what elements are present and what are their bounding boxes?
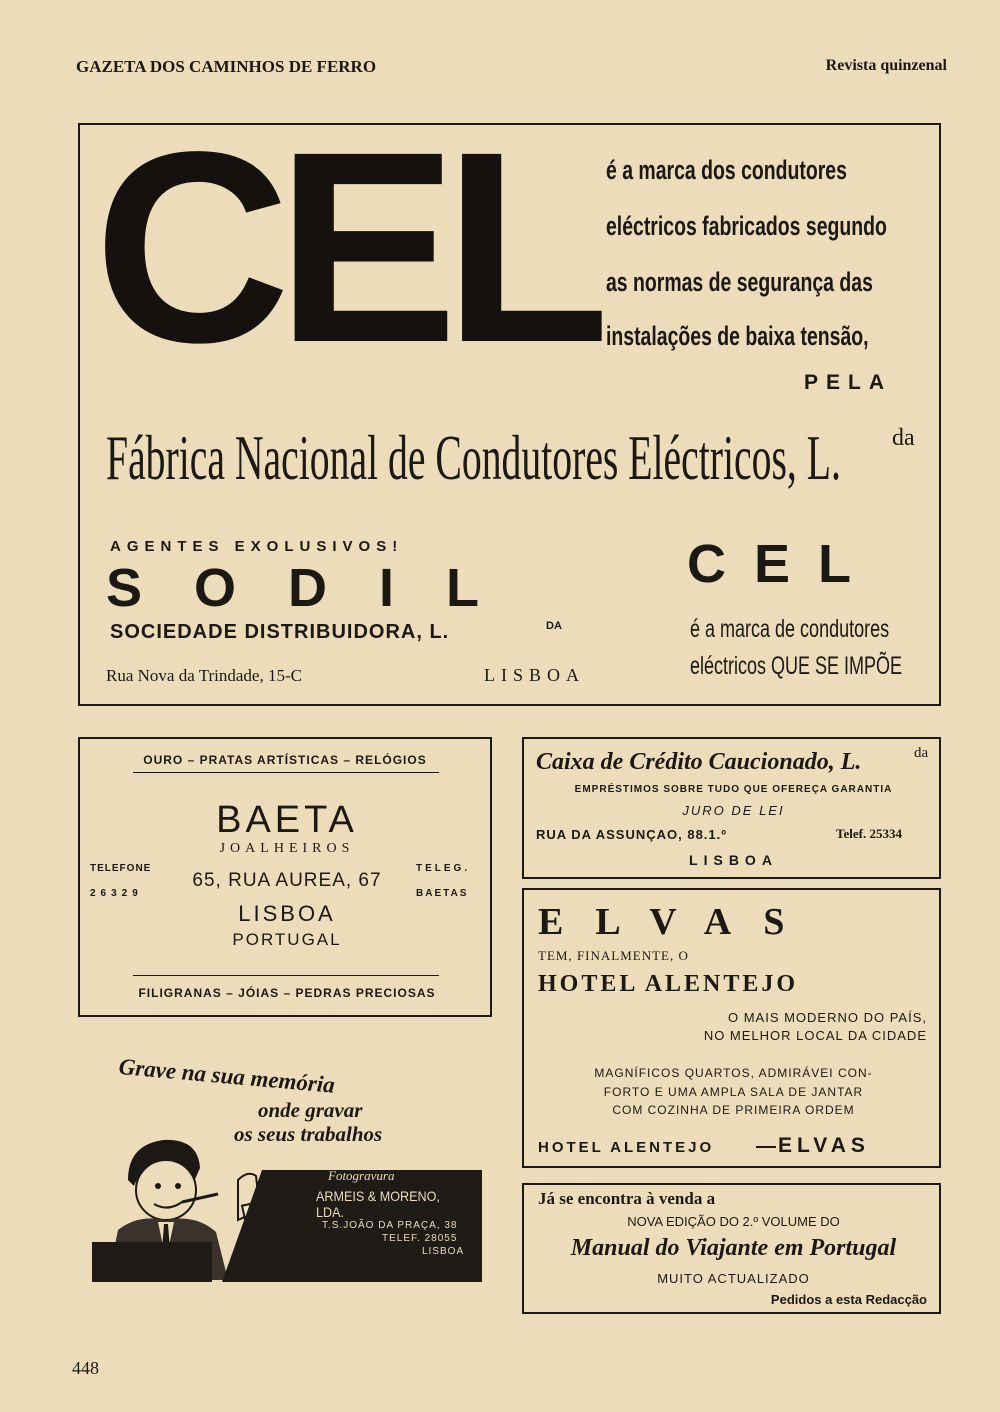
manual-title: Manual do Viajante em Portugal — [570, 1235, 897, 1261]
baeta-bottom-line: FILIGRANAS – JÓIAS – PEDRAS PRECIOSAS — [138, 986, 436, 1000]
journal-subtitle: Revista quinzenal — [825, 57, 947, 74]
caixa-loans-line: EMPRÉSTIMOS SOBRE TUDO QUE OFEREÇA GARANTIA — [574, 784, 893, 795]
sodil-suffix: DA — [546, 620, 562, 632]
baeta-subtitle: JOALHEIROS — [219, 841, 355, 856]
baeta-phone-label: TELEFONE — [90, 863, 152, 874]
baeta-teleg-label: TELEG. — [416, 863, 471, 874]
elvas-advertisement — [522, 888, 941, 1168]
manual-line-3: MUITO ACTUALIZADO — [657, 1271, 810, 1286]
baeta-phone-number: 26329 — [90, 888, 143, 899]
armeis-address: T.S.JOÃO DA PRAÇA, 38 — [322, 1220, 458, 1231]
sodil-full-name: SOCIEDADE DISTRIBUIDORA, L. — [110, 621, 450, 643]
cel-pela: PELA — [804, 371, 893, 394]
elvas-feature-1: MAGNÍFICOS QUARTOS, ADMIRÁVEI CON- — [594, 1066, 873, 1080]
baeta-top-rule — [133, 772, 439, 773]
armeis-name: ARMEIS & MORENO, LDA. — [316, 1188, 440, 1220]
cel-secondary-logo: CEL — [687, 534, 879, 594]
caixa-title: Caixa de Crédito Caucionado, L. — [536, 749, 862, 775]
caixa-advertisement — [522, 737, 941, 879]
baeta-bottom-rule — [133, 975, 439, 976]
elvas-footer-city: ELVAS — [778, 1134, 870, 1157]
cel-text-line-1: é a marca dos condutores — [606, 155, 847, 185]
caixa-city: LISBOA — [689, 852, 778, 868]
armeis-city: LISBOA — [422, 1246, 465, 1257]
armeis-phone: TELEF. 28055 — [382, 1233, 458, 1244]
cel-company-suffix: da — [892, 425, 915, 451]
manual-line-4: Pedidos a esta Redacção — [770, 1292, 927, 1307]
elvas-intro: TEM, FINALMENTE, O — [538, 948, 689, 963]
page-number: 448 — [72, 1358, 99, 1378]
elvas-desc-2: NO MELHOR LOCAL DA CIDADE — [703, 1028, 927, 1043]
armeis-slogan-1: Grave na sua memória — [117, 1054, 336, 1098]
elvas-title: ELVAS — [538, 901, 817, 943]
elvas-desc-1: O MAIS MODERNO DO PAÍS, — [727, 1010, 927, 1025]
sodil-city: LISBOA — [484, 665, 586, 685]
elvas-footer-hotel: HOTEL ALENTEJO — [538, 1139, 715, 1156]
baeta-country: PORTUGAL — [232, 930, 342, 949]
caixa-title-suffix: da — [914, 745, 929, 761]
armeis-slogan-2: onde gravar — [258, 1098, 363, 1122]
cel-advertisement — [78, 95, 941, 706]
manual-line-2: NOVA EDIÇÃO DO 2.º VOLUME DO — [627, 1214, 840, 1229]
baeta-street: 65, RUA AUREA, 67 — [192, 870, 382, 891]
baeta-advertisement — [78, 737, 492, 1017]
elvas-footer-dash — [756, 1146, 776, 1148]
armeis-slogan-3: os seus trabalhos — [234, 1122, 383, 1146]
cel-tagline-1: é a marca de condutores — [690, 615, 890, 643]
manual-advertisement — [522, 1183, 941, 1314]
manual-line-1: Já se encontra à venda a — [538, 1189, 716, 1208]
elvas-feature-2: FORTO E UMA AMPLA SALA DE JANTAR — [603, 1085, 864, 1099]
cel-text-line-2: eléctricos fabricados segundo — [606, 211, 887, 241]
baeta-teleg-value: BAETAS — [416, 888, 469, 899]
baeta-top-line: OURO – PRATAS ARTÍSTICAS – RELÓGIOS — [143, 753, 427, 767]
caixa-interest-line: JURO DE LEI — [682, 803, 785, 818]
cel-agents-label: AGENTES EXOLUSIVOS! — [110, 538, 404, 555]
baeta-name: BAETA — [216, 799, 358, 841]
armeis-kind: Fotogravura — [328, 1168, 395, 1183]
elvas-feature-3: COM COZINHA DE PRIMEIRA ORDEM — [612, 1103, 855, 1117]
caixa-address: RUA DA ASSUNÇAO, 88.1.º — [536, 827, 727, 842]
elvas-hotel-name: HOTEL ALENTEJO — [538, 971, 799, 997]
armeis-banner — [92, 1142, 482, 1282]
cel-text-line-3: as normas de segurança das — [606, 267, 873, 297]
baeta-city: LISBOA — [238, 901, 336, 926]
sodil-logo: SODIL — [106, 558, 532, 618]
sodil-address: Rua Nova da Trindade, 15-C — [106, 666, 302, 685]
cel-text-line-4: instalações de baixa tensão, — [606, 321, 869, 351]
caixa-phone: Telef. 25334 — [836, 826, 902, 841]
cel-company-name: Fábrica Nacional de Condutores Eléctricos, L. — [106, 422, 841, 493]
cel-tagline-2: eléctricos QUE SE IMPÕE — [690, 652, 903, 680]
armeis-moreno-advertisement — [78, 1040, 492, 1290]
cel-logo: CEL — [94, 95, 596, 399]
journal-title: GAZETA DOS CAMINHOS DE FERRO — [76, 57, 377, 76]
